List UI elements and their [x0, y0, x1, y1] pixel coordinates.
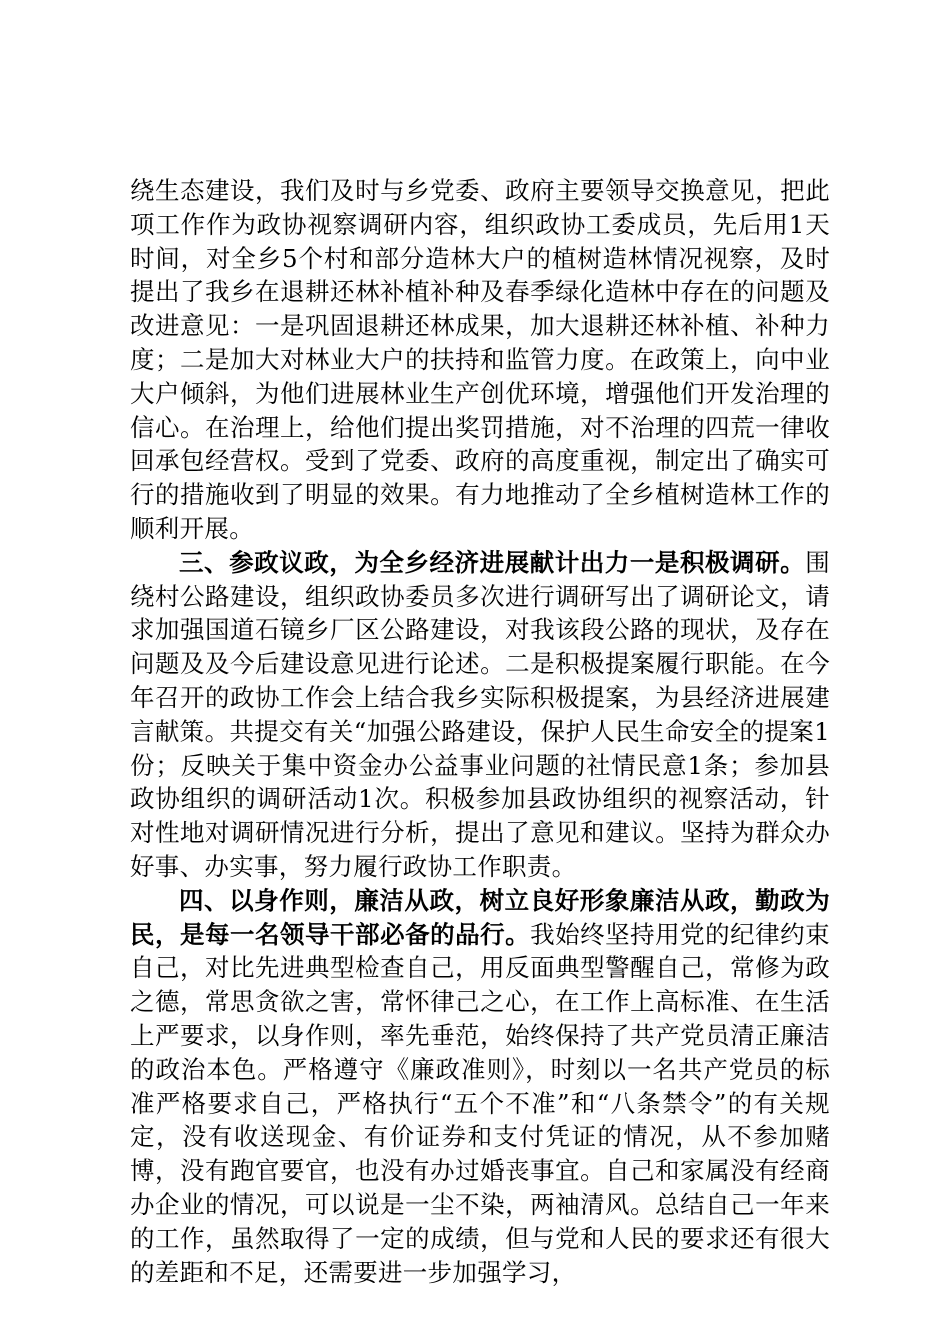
paragraph-text: 我始终坚持用党的纪律约束自己，对比先进典型检查自己，用反面典型警醒自己，常修为政之德，常思贪欲之害，常怀律己之心，在工作上高标准、在生活上严要求，以身作则，率先垂范，始终保持了共产党员清正廉洁的政治本色。严格遵守《廉政准则》，时刻以一名共产党员的标准严格要求自己，严格执行“五个不准”和“八条禁令”的有关规定，没有收送现金、有价证券和支付凭证的情况，从不参加赌博，没有跑官要官，也没有办过婚丧事宜。自己和家属没有经商办企业的情况，可以说是一尘不染，两袖清风。总结自己一年来的工作，虽然取得了一定的成绩，但与党和人民的要求还有很大的差距和不足，还需要进一步加强学习，	[130, 919, 830, 1287]
paragraph-section-three	[130, 546, 830, 884]
section-four-heading: 四、以身作则，廉洁从政，树立良好形象廉洁从政，勤政为民，是每一名领导干部必备的品行。	[130, 885, 830, 949]
paragraph-text: 围绕村公路建设，组织政协委员多次进行调研写出了调研论文，请求加强国道石镜乡厂区公路建设，对我该段公路的现状，及存在问题及及今后建设意见进行论述。二是积极提案履行职能。在今年召开的政协工作会上结合我乡实际积极提案，为县经济进展建言献策。共提交有关“加强公路建设，保护人民生命安全的提案1份；反映关于集中资金办公益事业问题的社情民意1条；参加县政协组织的调研活动1次。积极参加县政协组织的视察活动，针对性地对调研情况进行分析，提出了意见和建议。坚持为群众办好事、办实事，努力履行政协工作职责。	[130, 547, 830, 881]
section-three-heading: 三、参政议政，为全乡经济进展献计出力一是积极调研。	[179, 547, 806, 577]
paragraph-text: 绕生态建设，我们及时与乡党委、政府主要领导交换意见，把此项工作作为政协视察调研内容，组织政协工委成员，先后用1天时间，对全乡5个村和部分造林大户的植树造林情况视察，及时提出了我乡在退耕还林补植补种及春季绿化造林中存在的问题及改进意见：一是巩固退耕还林成果，加大退耕还林补植、补种力度；二是加大对林业大户的扶持和监管力度。在政策上，向中业大户倾斜，为他们进展林业生产创优环境，增强他们开发治理的信心。在治理上，给他们提出奖罚措施，对不治理的四荒一律收回承包经营权。受到了党委、政府的高度重视，制定出了确实可行的措施收到了明显的效果。有力地推动了全乡植树造林工作的顺利开展。	[130, 176, 831, 543]
paragraph-ecology	[130, 174, 830, 546]
document-body	[130, 174, 830, 1289]
paragraph-section-four	[130, 884, 830, 1290]
